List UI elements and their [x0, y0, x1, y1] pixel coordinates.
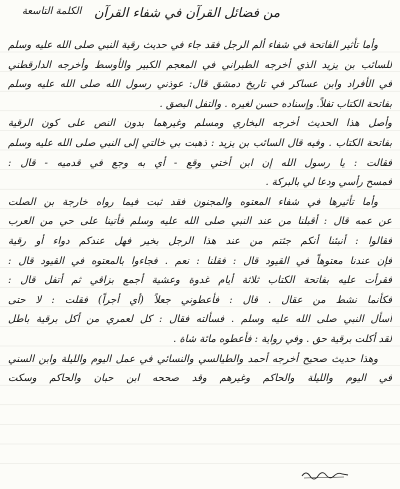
- manuscript-line: للسائب بن يزيد الذي أخرجه الطبراني في المعجم الكبير والأوسط وأخرجه الدارقطني: [8, 59, 392, 71]
- manuscript-line: وأصل هذا الحديث أخرجه البخاري ومسلم وغيرهما بدون النص على كون الرقية: [8, 118, 392, 130]
- manuscript-line: فمسح رأسي ودعا لي بالبركة .: [265, 177, 392, 189]
- manuscript-line: أسأل النبي صلى الله عليه وسلم . فسألته فقال : كل لعمري من أكل برقية باطل: [8, 314, 392, 326]
- manuscript-line: فإن عندنا معتوهاً في القيود قال : فقلنا : نعم . فجاءوا بالمعتوه في القيود قال :: [8, 255, 392, 267]
- manuscript-line: فقالوا : أنبئنا أنكم جئتم من عند هذا الرجل بخير فهل عندكم دواء أو رقية: [8, 235, 392, 247]
- manuscript-line: في اليوم والليلة والحاكم وغيرهم وقد صححه ابن حبان والحاكم وسكت: [8, 373, 392, 385]
- page-title: من فضائل القرآن في شفاء القرآن: [94, 6, 280, 21]
- page-label: الكلمة التاسعة: [22, 6, 82, 17]
- manuscript-line: فقرأت عليه بفاتحة الكتاب ثلاثة أيام غدوة وعشية أجمع بزاقي ثم أتفل قال :: [8, 275, 392, 287]
- manuscript-line: في الأفراد وابن عساكر في تاريخ دمشق قال: عوذني رسول الله صلى الله عليه وسلم: [8, 79, 392, 91]
- page-header: [0, 6, 400, 26]
- manuscript-line: وهذا حديث صحيح أخرجه أحمد والطيالسي والنسائي في عمل اليوم والليلة وابن السني: [8, 353, 378, 365]
- manuscript-line: عن عمه قال : أقبلنا من عند النبي صلى الله عليه وسلم فأتينا على حي من العرب: [8, 216, 392, 228]
- manuscript-line: بفاتحة الكتاب تفلاً. وإسناده حسن لغيره . والتفل البصق .: [159, 98, 392, 110]
- manuscript-line: وأما تأثير الفاتحة في شفاء ألم الرجل فقد جاء في حديث رقية النبي صلى الله عليه وسلم: [8, 40, 378, 51]
- manuscript-line: فكأنما نشط من عقال . قال : فأعطوني جعلاً (أي أجراً) فقلت : لا حتى: [8, 294, 392, 306]
- manuscript-line: فقالت : يا رسول الله إن ابن أختي وقع - أي به وجع في قدميه - قال :: [8, 157, 392, 169]
- manuscript-line: وأما تأثيرها في شفاء المعتوه والمجنون فقد ثبت فيما رواه خارجة بن الصلت: [8, 196, 378, 208]
- manuscript-line: بفاتحة الكتاب . وفيه قال السائب بن يزيد : ذهبت بي خالتي إلى النبي صلى الله عليه وسلم: [8, 137, 392, 149]
- margin-scribble-mark: [300, 468, 350, 480]
- manuscript-line: لقد أكلت برقية حق . وفي رواية : فأعطوه مائة شاة .: [173, 333, 392, 345]
- handwritten-body: [8, 36, 392, 389]
